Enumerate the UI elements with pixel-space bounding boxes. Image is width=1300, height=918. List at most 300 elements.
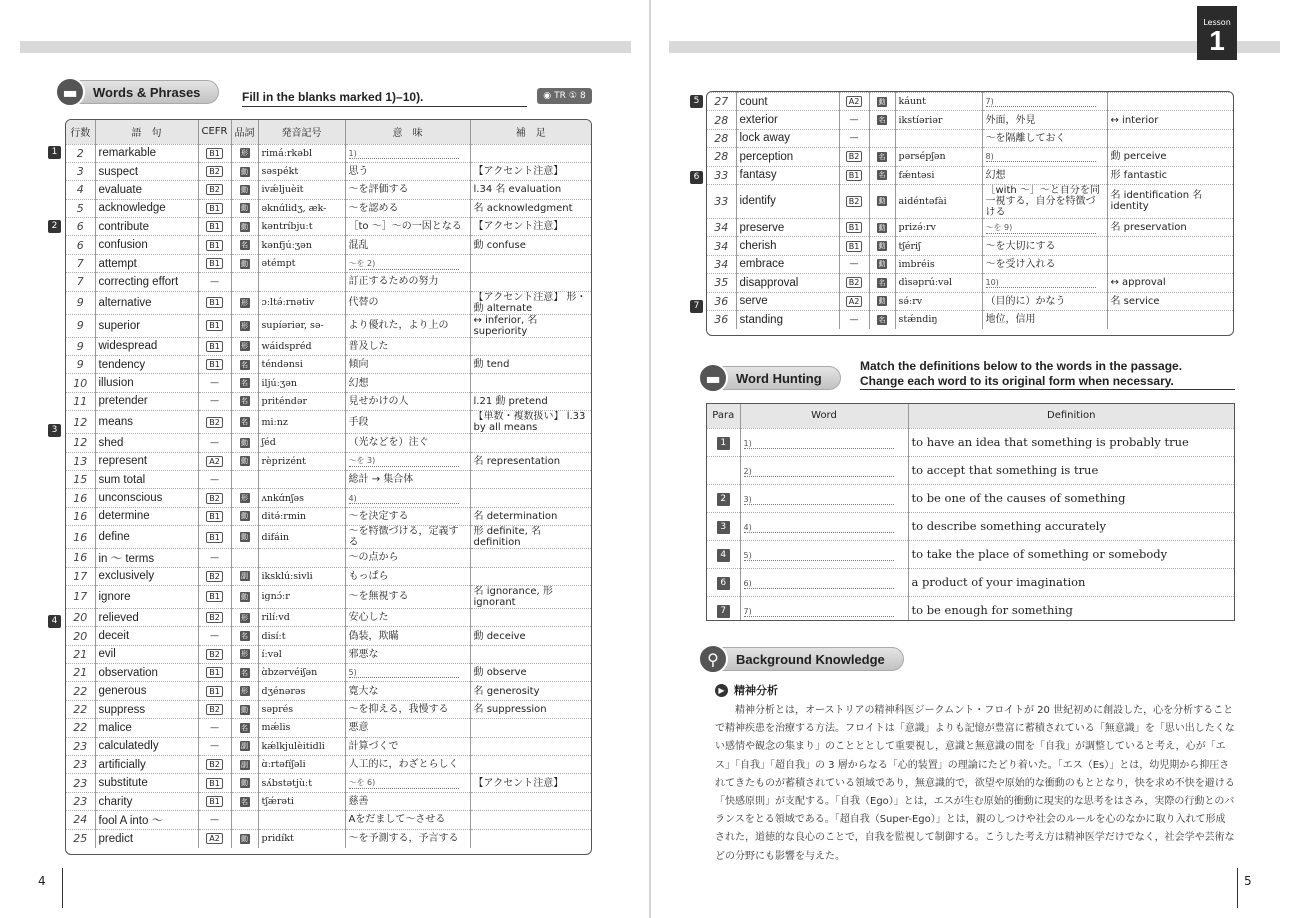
answer-blank[interactable]: 8) [986, 152, 1096, 162]
vocab-cell-nt [470, 489, 591, 507]
vocab-cell-p [231, 700, 258, 718]
vocab-right-row [707, 255, 1233, 273]
wh-para-cell [707, 540, 740, 568]
vocab-cell-jp [345, 337, 470, 355]
vocab-cell-ph [258, 664, 345, 682]
vocab-cell-jp [345, 273, 470, 291]
vocab-right-cell-num [707, 310, 736, 328]
vocab-row [66, 700, 591, 718]
vocab-right-cell-nt [1107, 184, 1233, 218]
wh-word-cell[interactable] [740, 596, 908, 621]
para-badge: 1 [717, 437, 730, 450]
wh-word-cell[interactable] [740, 484, 908, 512]
vocab-row [66, 236, 591, 254]
vocab-text-ph: ɔːltə́ːrnətiv [261, 297, 315, 309]
vocab-cell-jp [345, 526, 470, 549]
vocab-text-ph: dʒénərəs [261, 685, 306, 697]
answer-blank[interactable]: 4) [349, 494, 459, 504]
vocab-text-nt: 動 deceive [473, 630, 526, 642]
vocab-cell-ph [258, 489, 345, 507]
background-subtitle-row [715, 682, 1235, 698]
vocab-text-nt: 動 tend [473, 359, 510, 371]
vocab-text-nt: 【アクセント注意】 形・動 alternate [473, 291, 587, 314]
vocab-cell-num [66, 337, 95, 355]
wh-row [707, 484, 1234, 512]
magnifier-icon: ⚲ [698, 644, 728, 674]
vocab-cell-c [198, 434, 231, 452]
vocab-text-w: deceit [98, 630, 130, 642]
vocab-right-row [707, 111, 1233, 129]
vocab-cell-p [231, 411, 258, 434]
vocab-row [66, 254, 591, 272]
vocab-right-text-w: fantasy [739, 169, 777, 182]
vocab-cell-jp [345, 627, 470, 645]
vocab-cell-ph [258, 627, 345, 645]
wh-word-cell[interactable] [740, 568, 908, 596]
vocab-cell-p [231, 792, 258, 810]
vocab-cell-jp [345, 737, 470, 755]
wh-definition: a product of your imagination [911, 575, 1086, 589]
vocab-text-jp: 偽装，欺瞞 [348, 630, 399, 642]
vocab-text-w: confusion [98, 239, 148, 252]
vocab-right-text-ph: dìsəprúːvəl [898, 277, 953, 289]
vocab-cell-w [95, 434, 198, 452]
vocab-cell-p [231, 664, 258, 682]
vocab-text-nt: 【アクセント注意】 [473, 777, 564, 789]
vocab-text-nt: l.34 名 evaluation [473, 184, 562, 196]
vocab-text-num: 6 [76, 238, 84, 252]
track-badge[interactable] [537, 88, 592, 104]
vocab-right-text-ph: pərsépʃən [898, 151, 946, 163]
vocab-row [66, 181, 591, 199]
vocab-right-cell-jp [982, 255, 1107, 273]
vocab-text-jp: 見せかけの人 [348, 395, 409, 407]
vocab-row [66, 291, 591, 314]
vocab-cell-w [95, 608, 198, 626]
vocab-right-cell-p [869, 129, 895, 147]
cefr-badge: B1 [206, 221, 223, 232]
wh-word-cell[interactable] [740, 512, 908, 540]
pos-icon: 形 [241, 494, 249, 503]
answer-blank[interactable]: 〜を 2) [349, 258, 459, 270]
vocab-right-row [707, 218, 1233, 236]
vocab-cell-ph [258, 291, 345, 314]
pos-icon: 名 [241, 379, 249, 388]
vocab-text-num: 9 [76, 339, 84, 353]
top-bar-right [669, 41, 1280, 53]
vocab-text-nt: 名 suppression [473, 704, 547, 716]
pos-icon: 動 [241, 533, 249, 542]
vocab-cell-p [231, 337, 258, 355]
word-hunting-grid [707, 404, 1234, 621]
vocab-cell-p [231, 254, 258, 272]
vocab-cell-c [198, 273, 231, 291]
wh-answer-blank[interactable]: 7) [744, 607, 894, 617]
vocab-cell-p [231, 608, 258, 626]
vocab-right-cell-c [839, 292, 869, 310]
vocab-cell-nt [470, 144, 591, 162]
vocab-right-cell-c [839, 184, 869, 218]
vocab-cell-p [231, 356, 258, 374]
lesson-label: Lesson [1203, 18, 1231, 27]
para-badge: 6 [717, 577, 730, 590]
answer-blank[interactable]: 10) [986, 278, 1096, 288]
vocab-text-jp: 〜を抑える，我慢する [348, 704, 449, 716]
vocab-cell-ph [258, 470, 345, 488]
vocab-cell-w [95, 792, 198, 810]
answer-blank[interactable]: 〜を 3) [349, 455, 459, 467]
vocab-text-ph: téndənsi [261, 359, 303, 371]
vocab-right-text-jp: 外面，外見 [985, 114, 1036, 126]
pos-icon: 形 [241, 298, 249, 307]
vocab-right-cell-c [839, 93, 869, 111]
vocab-right-cell-num [707, 292, 736, 310]
vocab-right-text-num: 35 [714, 276, 729, 290]
vocab-text-w: suppress [98, 703, 146, 716]
vocab-cell-ph [258, 774, 345, 792]
vocab-text-nt: 形 definite, 名 definition [473, 526, 542, 549]
vocab-cell-p [231, 585, 258, 608]
vocab-right-cell-ph [895, 93, 982, 111]
vocab-right-cell-w [736, 129, 839, 147]
answer-blank[interactable]: 1) [349, 149, 459, 159]
vocab-cell-num [66, 218, 95, 236]
vocab-cell-nt [470, 549, 591, 567]
vocab-cell-ph [258, 719, 345, 737]
vocab-right-text-jp: 地位，信用 [985, 314, 1036, 326]
vocab-text-ph: ɑ̀bzərvéiʃən [261, 667, 318, 679]
vocab-header-2: CEFR [198, 120, 231, 144]
vocab-text-jp: 〜を予測する，予言する [348, 833, 459, 845]
wh-answer-blank[interactable]: 2) [744, 467, 894, 477]
cefr-badge: A2 [846, 296, 863, 307]
vocab-right-text-w: disapproval [739, 276, 799, 289]
vocab-text-jp: 安心した [348, 612, 389, 624]
pos-icon: 動 [241, 705, 249, 714]
vocab-cell-c [198, 291, 231, 314]
wh-answer-blank[interactable]: 1) [744, 439, 894, 449]
vocab-text-c: — [210, 552, 219, 563]
pos-icon: 動 [878, 97, 886, 106]
vocab-text-num: 22 [73, 684, 88, 698]
vocab-right-cell-c [839, 274, 869, 292]
vocab-cell-ph [258, 811, 345, 829]
vocab-right-text-c: — [849, 115, 859, 126]
vocab-right-text-jp: 〜を隔離しておく [985, 132, 1066, 144]
vocab-cell-p [231, 314, 258, 337]
vocab-right-cell-ph [895, 129, 982, 147]
vocab-right-cell-jp [982, 237, 1107, 255]
vocab-cell-num [66, 144, 95, 162]
vocab-cell-jp [345, 829, 470, 847]
vocab-right-text-num: 28 [714, 131, 729, 145]
vocab-row [66, 452, 591, 470]
vocab-cell-p [231, 291, 258, 314]
vocab-cell-jp [345, 162, 470, 180]
vocab-right-text-w: embrace [739, 258, 785, 271]
vocab-cell-w [95, 452, 198, 470]
vocab-cell-c [198, 664, 231, 682]
page-line-left [62, 868, 63, 908]
wh-answer-blank[interactable]: 5) [744, 551, 894, 561]
vocab-text-num: 7 [76, 275, 84, 289]
cefr-badge: B2 [846, 277, 863, 288]
vocab-text-w: means [98, 416, 134, 429]
vocab-text-num: 24 [73, 813, 88, 827]
vocab-text-nt: 【単数・複数扱い】 l.33 by all means [473, 411, 586, 434]
vocab-right-cell-w [736, 274, 839, 292]
vocab-text-c: — [210, 474, 219, 485]
wh-answer-blank[interactable]: 6) [744, 579, 894, 589]
vocab-cell-nt [470, 452, 591, 470]
vocab-text-w: alternative [98, 296, 152, 309]
vocab-right-cell-w [736, 148, 839, 166]
vocab-cell-c [198, 199, 231, 217]
para-marker-4: 4 [48, 615, 61, 628]
vocab-right-cell-num [707, 129, 736, 147]
vocab-text-w: define [98, 531, 130, 544]
background-title: Background Knowledge [736, 651, 885, 667]
vocab-text-ph: kǽlkjulèitidli [261, 740, 325, 752]
vocab-right-cell-ph [895, 274, 982, 292]
vocab-right-cell-p [869, 184, 895, 218]
vocab-text-ph: íːvəl [261, 648, 282, 660]
vocab-text-c: — [210, 631, 219, 641]
vocab-text-num: 9 [76, 319, 84, 333]
vocab-cell-p [231, 526, 258, 549]
vocab-text-num: 17 [73, 569, 88, 583]
vocab-row [66, 756, 591, 774]
vocab-cell-c [198, 792, 231, 810]
vocab-right-text-w: lock away [739, 132, 790, 145]
word-hunting-title: Word Hunting [736, 370, 822, 386]
para-marker-7: 7 [690, 300, 703, 313]
vocab-cell-ph [258, 737, 345, 755]
pos-icon: 動 [241, 779, 249, 788]
vocab-right-row [707, 129, 1233, 147]
vocab-text-nt: 名 ignorance, 形 ignorant [473, 585, 553, 608]
vocab-right-text-ph: tʃériʃ [898, 240, 921, 252]
vocab-cell-num [66, 549, 95, 567]
vocab-cell-w [95, 526, 198, 549]
wh-row [707, 540, 1234, 568]
background-section [715, 682, 1235, 866]
answer-blank[interactable]: 〜を 9) [986, 222, 1096, 234]
vocab-text-ph: supíəriər, sə- [261, 320, 324, 332]
vocab-cell-jp [345, 470, 470, 488]
vocab-cell-num [66, 254, 95, 272]
vocab-cell-num [66, 700, 95, 718]
vocab-right-cell-c [839, 218, 869, 236]
vocab-text-ph: rimáːrkəbl [261, 147, 313, 159]
vocab-text-nt: 名 acknowledgment [473, 202, 573, 214]
vocab-cell-p [231, 470, 258, 488]
vocab-right-row [707, 292, 1233, 310]
vocab-right-cell-nt [1107, 111, 1233, 129]
words-phrases-title: Words & Phrases [93, 84, 201, 100]
vocab-right-cell-num [707, 148, 736, 166]
vocab-cell-ph [258, 792, 345, 810]
wh-answer-blank[interactable]: 3) [744, 495, 894, 505]
vocab-cell-nt [470, 434, 591, 452]
cefr-badge: B1 [206, 532, 223, 543]
vocab-text-w: unconscious [98, 492, 163, 505]
vocab-row [66, 144, 591, 162]
vocab-cell-w [95, 700, 198, 718]
wh-answer-blank[interactable]: 4) [744, 523, 894, 533]
vocab-cell-nt [470, 756, 591, 774]
vocab-table-left [65, 119, 592, 855]
cefr-badge: B2 [206, 612, 223, 623]
vocab-right-text-w: preserve [739, 221, 785, 234]
vocab-cell-c [198, 700, 231, 718]
vocab-text-ph: ʃéd [261, 437, 276, 449]
vocab-text-ph: pridíkt [261, 833, 294, 845]
vocab-cell-nt [470, 664, 591, 682]
para-marker-1: 1 [48, 146, 61, 159]
vocab-right-text-num: 28 [714, 113, 729, 127]
vocab-text-w: ignore [98, 590, 131, 603]
vocab-text-w: relieved [98, 611, 139, 624]
vocab-row [66, 374, 591, 392]
vocab-cell-num [66, 162, 95, 180]
vocab-cell-jp [345, 452, 470, 470]
vocab-text-ph: sʌ́bstətjùːt [261, 777, 313, 789]
vocab-right-text-jp: （目的に）かなう [985, 295, 1066, 307]
vocab-text-ph: ʌnkɑ́nʃəs [261, 492, 305, 504]
vocab-text-w: illusion [98, 377, 134, 390]
wh-word-cell[interactable] [740, 540, 908, 568]
vocab-cell-c [198, 236, 231, 254]
vocab-right-text-ph: stǽndiŋ [898, 314, 938, 326]
vocab-row [66, 337, 591, 355]
vocab-text-w: correcting effort [98, 275, 179, 288]
wh-para-cell [707, 428, 740, 456]
para-badge: 7 [717, 605, 730, 618]
vocab-cell-c [198, 811, 231, 829]
pos-icon: 動 [241, 457, 249, 466]
vocab-text-w: tendency [98, 358, 146, 371]
wh-row [707, 568, 1234, 596]
vocab-text-w: exclusively [98, 570, 155, 583]
vocab-row [66, 470, 591, 488]
vocab-text-num: 25 [73, 832, 88, 846]
vocab-cell-nt [470, 682, 591, 700]
vocab-right-cell-p [869, 255, 895, 273]
wh-definition-cell [908, 456, 1234, 484]
wh-word-cell[interactable] [740, 456, 908, 484]
vocab-right-cell-nt [1107, 310, 1233, 328]
vocab-cell-w [95, 199, 198, 217]
vocab-row [66, 567, 591, 585]
cefr-badge: B2 [206, 493, 223, 504]
vocab-text-num: 16 [73, 509, 88, 523]
vocab-cell-nt [470, 411, 591, 434]
vocab-right-cell-ph [895, 111, 982, 129]
vocab-cell-nt [470, 273, 591, 291]
vocab-text-w: represent [98, 455, 148, 468]
vocab-right-text-nt: ↔ approval [1110, 277, 1166, 289]
vocab-cell-w [95, 236, 198, 254]
vocab-row [66, 682, 591, 700]
vocab-text-nt: ↔ inferior, 名 superiority [473, 314, 538, 337]
vocab-cell-nt [470, 337, 591, 355]
vocab-right-text-c: — [849, 133, 859, 144]
vocab-text-num: 12 [73, 436, 88, 450]
vocab-right-cell-nt [1107, 255, 1233, 273]
vocab-header-5: 意 味 [345, 120, 470, 144]
vocab-cell-p [231, 756, 258, 774]
vocab-cell-num [66, 774, 95, 792]
pos-icon: 動 [241, 592, 249, 601]
vocab-text-num: 9 [76, 358, 84, 372]
vocab-text-jp: 総計 → 集合体 [348, 474, 414, 486]
vocab-cell-ph [258, 374, 345, 392]
pos-icon: 動 [878, 297, 886, 306]
track-label: TR [554, 91, 566, 101]
vocab-cell-w [95, 144, 198, 162]
vocab-cell-w [95, 254, 198, 272]
wh-header-para: Para [707, 404, 740, 428]
answer-blank[interactable]: 5) [349, 668, 459, 678]
vocab-cell-c [198, 162, 231, 180]
wh-definition-cell [908, 568, 1234, 596]
wh-instruction-1: Match the definitions below to the words in the passage. [860, 359, 1183, 373]
answer-blank[interactable]: 〜を 6) [349, 777, 459, 789]
vocab-text-w: charity [98, 795, 133, 808]
vocab-cell-num [66, 585, 95, 608]
vocab-cell-w [95, 291, 198, 314]
answer-blank[interactable]: 7) [986, 97, 1096, 107]
vocab-text-num: 15 [73, 473, 88, 487]
vocab-row [66, 549, 591, 567]
vocab-cell-num [66, 719, 95, 737]
vocab-text-nt: 名 representation [473, 455, 561, 467]
vocab-right-cell-w [736, 237, 839, 255]
vocab-text-jp: 悪意 [348, 722, 369, 734]
vocab-cell-nt [470, 181, 591, 199]
pos-icon: 副 [241, 572, 249, 581]
vocab-right-cell-c [839, 237, 869, 255]
vocab-cell-num [66, 829, 95, 847]
pos-icon: 形 [241, 650, 249, 659]
vocab-text-num: 16 [73, 530, 88, 544]
vocab-cell-c [198, 144, 231, 162]
vocab-text-num: 12 [73, 415, 88, 429]
vocab-row [66, 199, 591, 217]
pos-icon: 動 [241, 834, 249, 843]
vocab-table [66, 120, 591, 848]
vocab-row [66, 774, 591, 792]
vocab-text-ph: tʃǽrəti [261, 796, 294, 808]
vocab-cell-p [231, 627, 258, 645]
vocab-cell-num [66, 291, 95, 314]
vocab-right-text-ph: ikstíəriər [898, 114, 943, 126]
vocab-text-jp: 寛大な [348, 685, 379, 697]
vocab-cell-w [95, 627, 198, 645]
wh-definition: to be enough for something [911, 603, 1073, 618]
vocab-cell-w [95, 314, 198, 337]
vocab-right-text-nt: 動 perceive [1110, 151, 1167, 163]
vocab-row [66, 719, 591, 737]
vocab-right-text-ph: sə́ːrv [898, 295, 923, 307]
vocab-cell-ph [258, 452, 345, 470]
vocab-cell-nt [470, 567, 591, 585]
wh-row [707, 428, 1234, 456]
vocab-cell-p [231, 567, 258, 585]
vocab-right-text-ph: imbréis [898, 258, 935, 270]
wh-word-cell[interactable] [740, 428, 908, 456]
